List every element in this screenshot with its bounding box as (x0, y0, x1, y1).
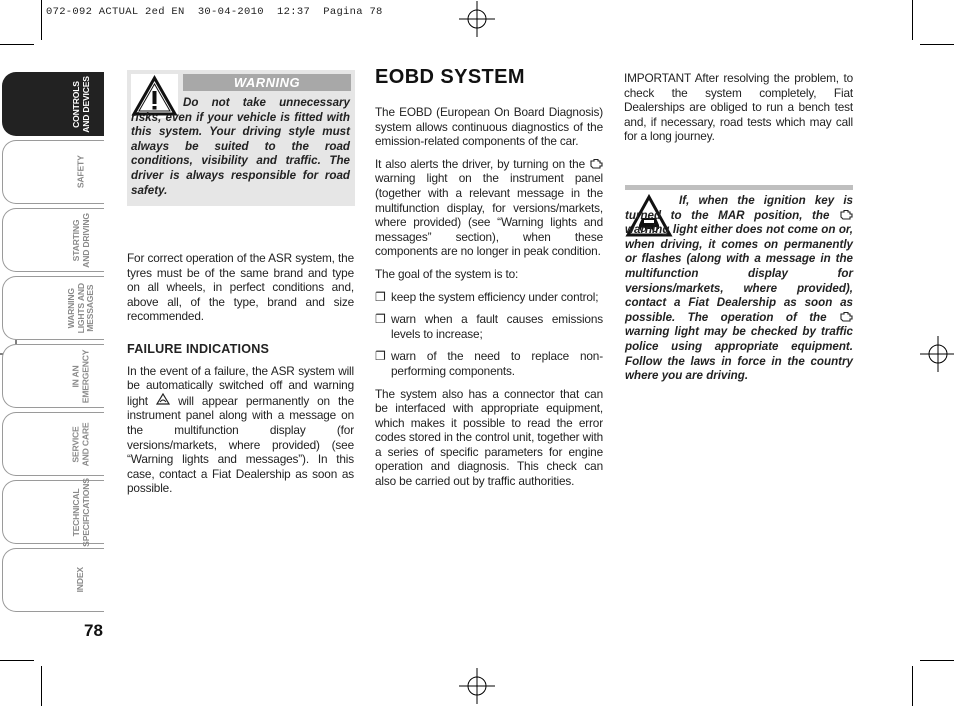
tab-in-an-emergency[interactable] (2, 344, 104, 408)
tab-service-and-care[interactable] (2, 412, 104, 476)
eobd-goal-paragraph: The goal of the system is to: (375, 266, 519, 281)
warning-text-body: Do not take unnecessary risks, even if your vehicle is fitted with this system. Your driving style must always be suited to the road conditions, visibility and traffic. The driver is always responsible for road safety. (131, 96, 350, 197)
engine-warning-light-icon (589, 158, 603, 169)
tab-safety[interactable] (2, 140, 104, 204)
eobd-alert-text-a: It also alerts the driver, by turning on the (375, 156, 586, 171)
list-item (375, 290, 603, 305)
list-item-text: keep the system efficiency under control; (391, 289, 599, 304)
registration-mark-icon (459, 1, 495, 37)
failure-paragraph (127, 364, 354, 496)
crop-mark (912, 666, 913, 706)
column-eobd (375, 105, 603, 497)
asr-warning-light-icon (156, 393, 170, 406)
crop-mark (920, 44, 954, 45)
crop-mark (0, 44, 34, 45)
registration-mark-icon (459, 668, 495, 704)
failure-indications-heading: FAILURE INDICATIONS (127, 341, 270, 356)
bullet-mark: ❐ (375, 349, 386, 364)
note-divider (625, 185, 853, 190)
bullet-mark: ❐ (375, 289, 386, 304)
tab-label: INDEX (75, 567, 86, 593)
note-text-b: warning light either does not come on or, when driving, it comes on permanently or flashes (along with a message in the multifunction display for versions/markets, where provided), contact a Fiat Dealership as soon as possible. The operation of the (625, 223, 853, 324)
column-asr (127, 251, 354, 504)
crop-mark (0, 660, 34, 661)
crop-mark (920, 660, 954, 661)
important-paragraph: IMPORTANT After resolving the problem, to check the system completely, Fiat Dealerships are obliged to run a bench test and, if necessary, road tests which may call for a long journey. (624, 71, 853, 144)
note-text-c: warning light may be checked by traffic police using appropriate equipment. Follow the laws in force in the country where you are driving. (625, 325, 853, 383)
tab-label: CONTROLS AND DEVICES (70, 75, 91, 133)
bullet-mark: ❐ (375, 312, 386, 327)
list-item-text: warn when a fault causes emissions levels to increase; (391, 312, 603, 341)
page-number: 78 (84, 621, 103, 640)
crop-mark (41, 0, 42, 40)
list-item-text: warn of the need to replace non-performing components. (391, 349, 603, 378)
tab-label: SERVICE AND CARE (70, 422, 91, 466)
tab-index[interactable] (2, 548, 104, 612)
tab-controls-and-devices[interactable] (2, 72, 104, 136)
list-item (375, 312, 603, 341)
eobd-title: EOBD SYSTEM (375, 66, 525, 88)
eobd-alert-text-b: warning light on the instrument panel (together with a relevant message in the multifunction display, for versions/markets, where provided) (see “Warning lights and messages” section), when these components are no longer in peak condition. (375, 171, 603, 259)
tab-technical-specifications[interactable] (2, 477, 104, 547)
engine-warning-light-icon (839, 209, 853, 220)
failure-text-b: will appear permanently on the instrument panel along with a message on the multifunction display (for versions/markets, where provided) (see “Warning lights and messages”). In this case, contact a Fiat Dealership as soon as possible. (127, 393, 354, 496)
registration-mark-icon (920, 336, 954, 372)
eobd-connector-paragraph: The system also has a connector that can be interfaced with appropriate equipment, which makes it possible to read the error codes stored in the control unit, together with a series of specific parameters for engine operation and diagnosis. This check can also be carried out by traffic authorities. (375, 386, 603, 489)
print-header: 072-092 ACTUAL 2ed EN 30-04-2010 12:37 Pagina 78 (46, 6, 383, 18)
tab-label: TECHNICAL SPECIFICATIONS (70, 477, 91, 547)
tab-label: IN AN EMERGENCY (70, 349, 90, 403)
tab-label: WARNING LIGHTS AND MESSAGES (65, 282, 95, 334)
engine-warning-light-icon (839, 311, 853, 322)
failure-text-a: In the event of a failure, the ASR system will be automatically switched off and warning light (127, 363, 354, 408)
warning-text (131, 96, 350, 198)
note-text-wrap (625, 194, 853, 384)
engine-light-note (625, 194, 853, 384)
list-item (375, 349, 603, 378)
crop-mark (912, 0, 913, 40)
asr-tyres-paragraph: For correct operation of the ASR system, the tyres must be of the same brand and type on all wheels, in perfect conditions and, above all, of the type, brand and size recommended. (127, 251, 354, 324)
tab-warning-lights-and-messages[interactable] (2, 276, 104, 340)
tab-label: SAFETY (75, 155, 86, 189)
note-text-a: If, when the ignition key is turned to the MAR position, the (625, 194, 853, 222)
warning-title: WARNING (183, 74, 351, 91)
column-important (624, 71, 853, 152)
eobd-alert-paragraph (375, 157, 603, 259)
crop-mark (41, 666, 42, 706)
tab-starting-and-driving[interactable] (2, 208, 104, 272)
tab-label: STARTING AND DRIVING (70, 212, 90, 268)
eobd-intro-paragraph: The EOBD (European On Board Diagnosis) system allows continuous diagnostics of the emission-related components of the car. (375, 105, 603, 149)
